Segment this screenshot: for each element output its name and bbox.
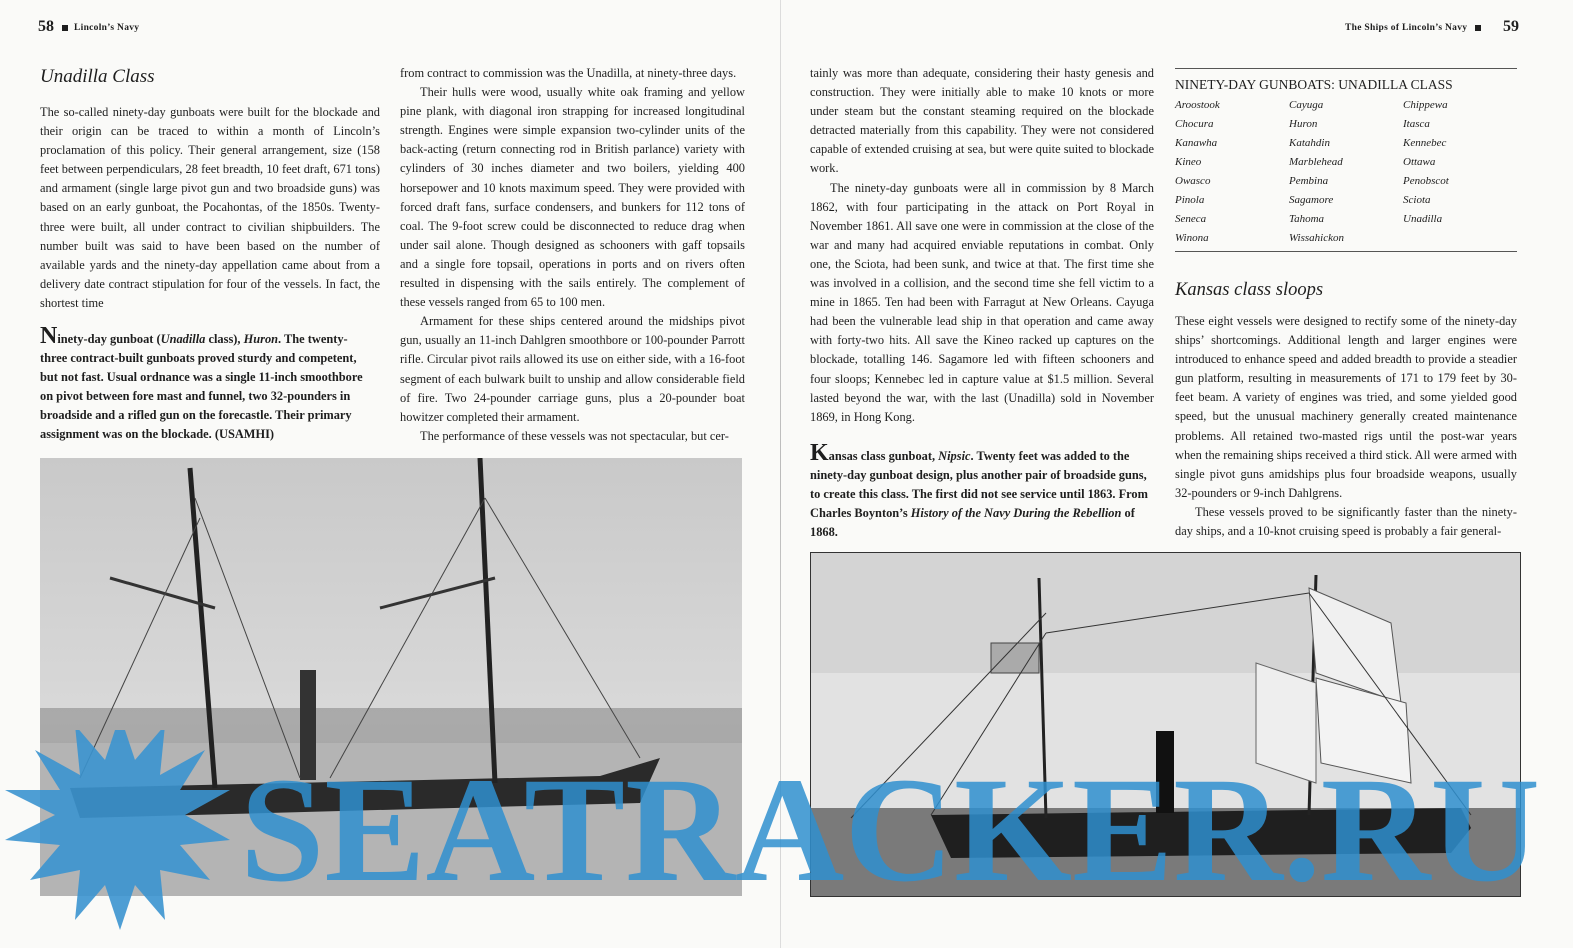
table-cell: Marblehead	[1289, 155, 1343, 168]
table-cell: Chippewa	[1403, 98, 1448, 111]
table-cell: Pinola	[1175, 193, 1205, 206]
nipsic-engraving-image	[811, 553, 1520, 896]
table-row	[1175, 114, 1517, 133]
page-gutter	[780, 0, 781, 948]
table-cell: Chocura	[1175, 117, 1214, 130]
table-cell: Tahoma	[1289, 212, 1325, 225]
huron-photograph	[40, 458, 742, 896]
table-row	[1175, 95, 1517, 114]
table-cell: Cayuga	[1289, 98, 1324, 111]
body-paragraph: Their hulls were wood, usually white oak framing and yellow pine plank, with diagonal iron strapping for increased longitudinal strength. Engines were simple expansion two-cylinder units of the back-acting (return connecting rod in British parlance) variety with cylinders of 30 inches diameter and two boilers, yielding 400 horsepower and 10 knots maximum speed. They were provided with forced draft fans, surface condensers, and bunkers for 112 tons of coal. The 9-foot screw could be disconnected to reduce drag when under sail alone. Though designed as schooners with gaff topsails and a single fore topsail, operations in ports and on rivers often resulted in dispensing with the sails entirely. The complement of these vessels ranged from 65 to 100 men.	[400, 85, 745, 310]
unadilla-class-table	[1175, 68, 1517, 252]
table-title: NINETY-DAY GUNBOATS: UNADILLA CLASS	[1175, 68, 1517, 95]
running-head-right: The Ships of Lincoln’s Navy	[1345, 23, 1489, 33]
table-row	[1175, 152, 1517, 171]
running-head-left: Lincoln’s Navy	[62, 23, 139, 33]
table-row	[1175, 190, 1517, 209]
table-cell: Sagamore	[1289, 193, 1334, 206]
nipsic-engraving	[810, 552, 1521, 897]
table-cell: Kanawha	[1175, 136, 1218, 149]
table-cell: Penobscot	[1403, 174, 1449, 187]
table-row	[1175, 228, 1517, 252]
table-cell: Huron	[1289, 117, 1318, 130]
table-row	[1175, 171, 1517, 190]
table-cell: Owasco	[1175, 174, 1211, 187]
caption-nipsic: Kansas class gunboat, Nipsic. Twenty feet was added to the ninety-day gunboat design, plus another pair of broadside guns, to create this class. The first did not see service until 1863. From Charles Boynton’s History of the Navy During the Rebellion of 1868.	[810, 440, 1148, 540]
caption-huron: Ninety-day gunboat (Unadilla class), Huron. The twenty-three contract-built gunboats proved sturdy and competent, but not fast. Usual ordnance was a single 11-inch smoothbore on pivot between fore mast and funnel, two 32-pounders in broadside and a rifled gun on the forecastle. Their primary assignment was on the blockade. (USAMHI)	[40, 323, 363, 442]
table-cell: Winona	[1175, 228, 1289, 252]
table-cell: Unadilla	[1403, 212, 1443, 225]
table-cell: Kennebec	[1403, 136, 1447, 149]
page-number-right: 59	[1503, 18, 1519, 35]
table-cell	[1403, 228, 1517, 252]
table-row	[1175, 133, 1517, 152]
body-paragraph: These vessels proved to be significantly faster than the ninety-day ships, and a 10-knot cruising speed is probably a fair general-	[1175, 504, 1517, 539]
left-column-2	[400, 64, 745, 446]
table-cell: Kineo	[1175, 155, 1202, 168]
table-cell: Wissahickon	[1289, 228, 1403, 252]
table-cell: Pembina	[1289, 174, 1329, 187]
section-title-kansas: Kansas class sloops	[1175, 280, 1324, 300]
table-body	[1175, 95, 1517, 252]
table-row	[1175, 209, 1517, 228]
table-cell: Aroostook	[1175, 98, 1220, 111]
body-paragraph: tainly was more than adequate, considering their hasty genesis and construction. They were initially able to make 10 knots or more under steam but the constant steaming required on the blockade detracted materially from this capability. They were not considered capable of extended cruising at sea, but were quite suited to blockade work.	[810, 66, 1154, 176]
body-paragraph: The so-called ninety-day gunboats were built for the blockade and their origin can be traced to within a month of Lincoln’s proclamation of this policy. Their general arrangement, size (158 feet between perpendiculars, 28 feet breadth, 10 feet draft, 671 tons) and armament (single large pivot gun and two broadside guns) was based on an early gunboat, the Pocahontas, of the 1850s. Twenty-three were built, all under contract to civilian shipbuilders. The number built was said to have been based on the number of available yards and the ninety-day appellation came about from a delivery date contract stipulation for four of the vessels. In fact, the shortest time	[40, 105, 380, 310]
watermark-text: SEATRACKER.RU	[240, 747, 1540, 913]
table-cell: Itasca	[1403, 117, 1430, 130]
right-column-2	[1175, 312, 1517, 541]
section-title-unadilla: Unadilla Class	[40, 66, 155, 87]
page-number-left: 58	[38, 18, 54, 35]
table-cell: Sciota	[1403, 193, 1431, 206]
body-paragraph: The performance of these vessels was not spectacular, but cer-	[420, 428, 729, 443]
body-paragraph: These eight vessels were designed to rectify some of the ninety-day ships’ shortcomings. Additional length and larger engines were introduced to enhance speed and added breadth to provide a steadier gun platform, resulting in measurements of 171 to 179 feet by 30-feet beam. A variety of engines was tried, and some yielded good speed, but the unusual machinery generally created maintenance problems. All retained two-masted rigs until the post-war years when the remaining ships received a third stick. All were armed with single pivot guns amidships plus four broadside weapons, usually 32-pounders or 9-inch Dahlgrens.	[1175, 314, 1517, 500]
table-cell: Seneca	[1175, 212, 1207, 225]
right-column-1	[810, 64, 1154, 427]
huron-photo-image	[40, 458, 742, 896]
table-cell: Ottawa	[1403, 155, 1436, 168]
body-paragraph: Armament for these ships centered around the midships pivot gun, usually an 11-inch Dahlgren smoothbore or 100-pounder Parrott rifle. Circular pivot rails allowed its use on either side, with a 16-foot segment of each bulwark built to unship and allow considerable field of fire. Two 24-pounder carriage guns, plus a 20-pounder boat howitzer completed their armament.	[400, 314, 745, 424]
left-column-1	[40, 103, 380, 313]
body-paragraph: The ninety-day gunboats were all in commission by 8 March 1862, with four participating in the attack on Port Royal in November 1861. All save one were in commission at the close of the war and many had acquired enviable reputations in combat. Only one, the Sciota, had been sunk, and twice at that. The first time she was involved in a collision, and the second time she fell victim to a mine in 1865. Ten had been with Farragut at New Orleans. Cayuga had been the vulnerable lead ship in that operation and came away with forty-two hits. All save the Kineo racked up captures on the blockade, totalling 146. Sagamore led with fifteen schooners and four sloops; Kennebec led in capture value at $1.5 million. Several lasted beyond the war, with the last (Unadilla) sold in November 1869, in Hong Kong.	[810, 180, 1154, 424]
body-paragraph: from contract to commission was the Unadilla, at ninety-three days.	[400, 66, 737, 80]
table-cell: Katahdin	[1289, 136, 1330, 149]
